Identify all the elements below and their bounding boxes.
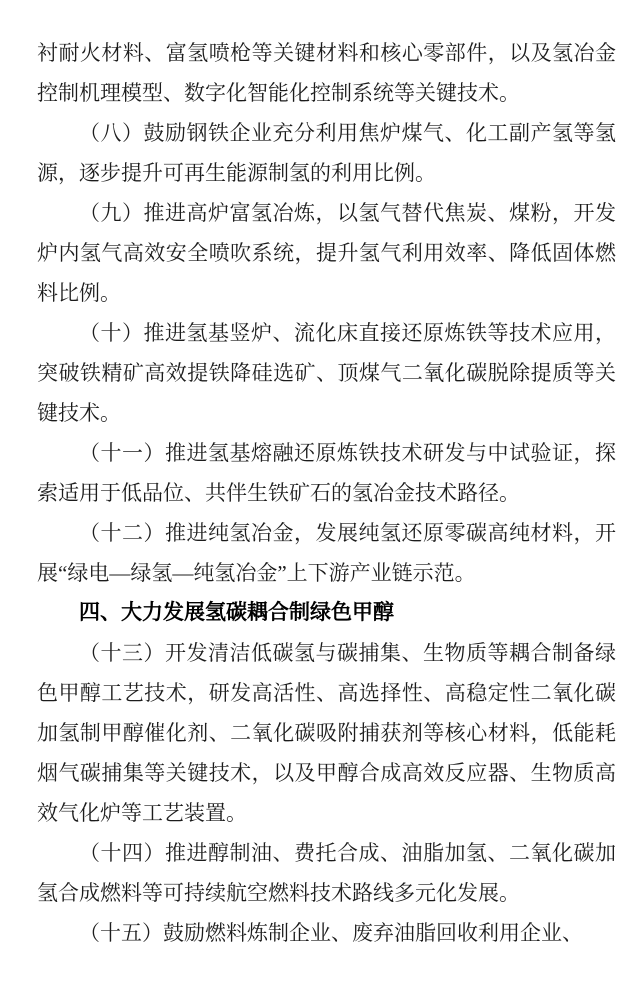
paragraph: （十）推进氢基竖炉、流化床直接还原炼铁等技术应用，突破铁精矿高效提铁降硅选矿、顶煤气二氧化碳脱除提质等关键技术。 [37, 321, 616, 425]
paragraph: （八）鼓励钢铁企业充分利用焦炉煤气、化工副产氢等氢源，逐步提升可再生能源制氢的利用比例。 [37, 121, 616, 185]
paragraph: （九）推进高炉富氢冶炼，以氢气替代焦炭、煤粉，开发炉内氢气高效安全喷吹系统，提升氢气利用效率、降低固体燃料比例。 [37, 201, 616, 305]
paragraph: （十二）推进纯氢冶金，发展纯氢还原零碳高纯材料，开展“绿电—绿氢—纯氢冶金”上下游产业链示范。 [37, 521, 616, 585]
paragraph: （十三）开发清洁低碳氢与碳捕集、生物质等耦合制备绿色甲醇工艺技术，研发高活性、高选择性、高稳定性二氧化碳加氢制甲醇催化剂、二氧化碳吸附捕获剂等核心材料，低能耗烟气碳捕集等关键技术，以及甲醇合成高效反应器、生物质高效气化炉等工艺装置。 [37, 641, 616, 825]
section-heading: 四、大力发展氢碳耦合制绿色甲醇 [79, 601, 394, 624]
paragraph: （十五）鼓励燃料炼制企业、废弃油脂回收利用企业、 [79, 921, 583, 945]
document-body [37, 33, 616, 953]
paragraph: （十一）推进氢基熔融还原炼铁技术研发与中试验证，探索适用于低品位、共伴生铁矿石的氢冶金技术路径。 [37, 441, 616, 505]
paragraph: （十四）推进醇制油、费托合成、油脂加氢、二氧化碳加氢合成燃料等可持续航空燃料技术路线多元化发展。 [37, 841, 616, 905]
paragraph: 衬耐火材料、富氢喷枪等关键材料和核心零部件，以及氢冶金控制机理模型、数字化智能化控制系统等关键技术。 [37, 41, 616, 105]
